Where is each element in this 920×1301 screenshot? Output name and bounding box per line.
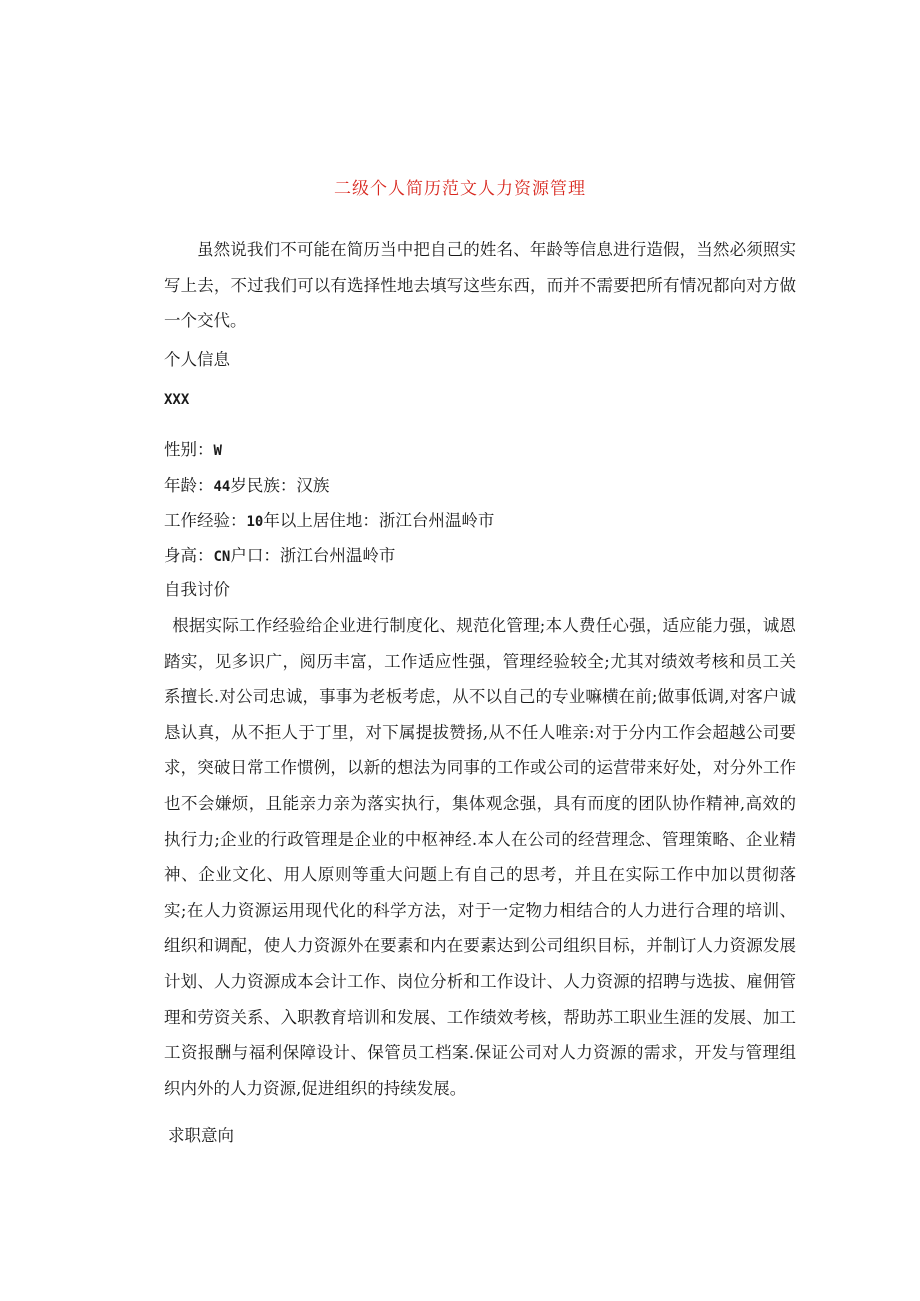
section-heading-personal-info: 个人信息 (164, 350, 230, 369)
name-field (164, 387, 189, 412)
section-heading-self-evaluation: 自我讨价 (164, 580, 230, 599)
age-value: 44 (213, 479, 231, 495)
section-heading-job-intention: 求职意向 (168, 1126, 234, 1145)
age-rest: 岁民族：汉族 (230, 476, 330, 495)
document-title: 二级个人简历范文人力资源管理 (334, 179, 586, 199)
self-evaluation-text: 根据实际工作经验给企业进行制度化、规范化管理;本人费任心强，适应能力强，诚恩踏实，见多识广，阅历丰富，工作适应性强，管理经验较全;尤其对绩效考核和员工关系擅长.对公司忠诚，事事为老板考虑，从不以自己的专业嘛横在前;做事低调,对客户诚恳认真，从不拒人于丁里，对下属提拔赞扬,从不任人唯亲:对于分内工作会超越公司要求，突破日常工作惯例，以新的想法为同事的工作或公司的运营带来好处，对分外工作也不会嫌烦，且能亲力亲为落实执行，集体观念强，具有而度的团队协作精神,高效的执行力;企业的行政管理是企业的中枢神经.本人在公司的经营理念、管理策略、企业精神、企业文化、用人原则等重大问题上有自己的思考，并且在实际工作中加以贯彻落实;在人力资源运用现代化的科学方法，对于一定物力相结合的人力进行合理的培训、组织和调配，使人力资源外在要素和内在要素达到公司组织目标，并制订人力资源发展计划、人力资源成本会计工作、岗位分析和工作设计、人力资源的招聘与选拔、雇佣管理和劳资关系、入职教育培训和发展、工作绩效考核，帮助苏工职业生涯的发展、加工工资报酬与福利保障设计、保管员工档案.保证公司对人力资源的需求，开发与管理组织内外的人力资源,促进组织的持续发展。 (164, 616, 796, 1098)
height-field (164, 544, 395, 569)
experience-value: 10 (246, 514, 264, 530)
intro-paragraph: 虽然说我们不可能在简历当中把自己的姓名、年龄等信息进行造假，当然必须照实写上去，不过我们可以有选择性地去填写这些东西，而并不需要把所有情况都向对方做一个交代。 (164, 240, 796, 331)
age-label: 年龄： (164, 476, 214, 495)
height-value: CN (213, 549, 231, 565)
experience-field (164, 509, 494, 534)
name-value: XXX (164, 392, 190, 408)
age-field (164, 474, 329, 499)
self-evaluation-paragraph (164, 608, 796, 1106)
height-label: 身高： (164, 546, 214, 565)
experience-rest: 年以上居住地：浙江台州温岭市 (263, 511, 495, 530)
gender-label: 性别： (164, 440, 214, 459)
gender-value: W (213, 443, 222, 459)
experience-label: 工作经验： (164, 511, 247, 530)
gender-field (164, 438, 222, 463)
height-rest: 户口：浙江台州温岭市 (230, 546, 396, 565)
